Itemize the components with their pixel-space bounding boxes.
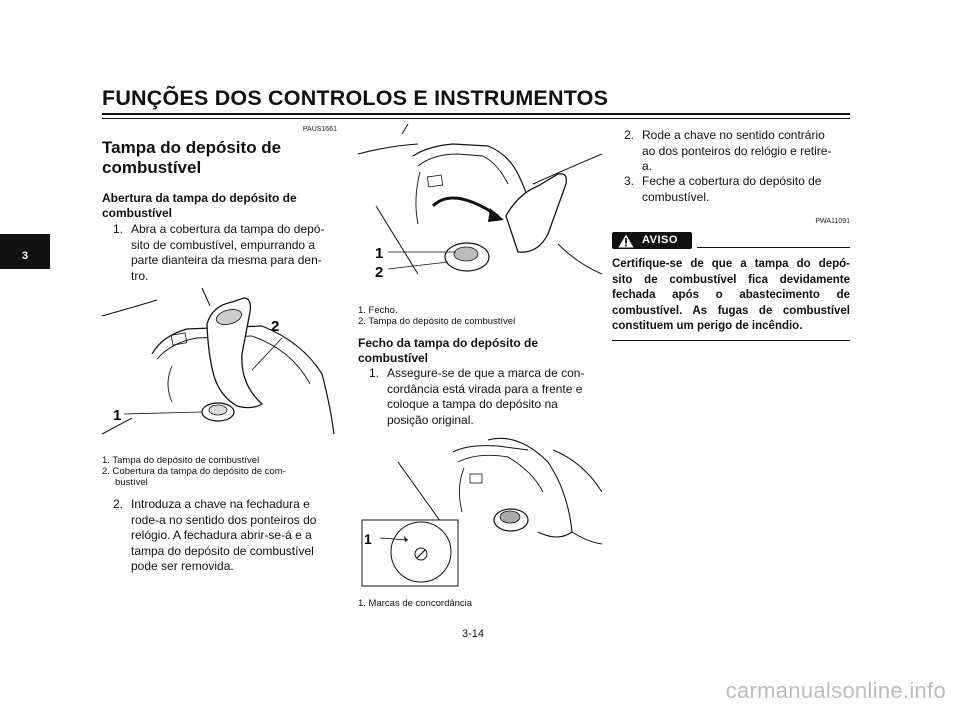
warning-line: Certifique-se de que a tampa do depó- — [612, 258, 850, 270]
figure-lock-and-cap — [358, 124, 602, 302]
subsection-title-line2: combustível — [358, 351, 429, 365]
step-line: tampa do depósito de combustível — [131, 543, 314, 558]
step-line: Introduza a chave na fechadura e — [131, 497, 310, 511]
warning-bottom-rule — [612, 340, 850, 341]
callout-label-2: 2 — [271, 318, 280, 335]
figure-line — [416, 172, 420, 224]
figure-caption-1: 1. Tampa do depósito de combustível — [102, 455, 260, 466]
warning-line: sito de combustível fica devidamente — [612, 273, 850, 286]
subsection-title-line1: Fecho da tampa do depósito de — [358, 336, 539, 350]
callout-label-1: 1 — [375, 245, 384, 262]
figure-line — [459, 468, 464, 512]
figure-line — [358, 144, 418, 154]
step-line: sito de combustível, empurrando a — [131, 237, 316, 252]
subsection-title-line1: Abertura da tampa do depósito de — [102, 191, 297, 205]
figure-detail — [470, 474, 482, 483]
step-line: posição original. — [387, 412, 474, 427]
warning-line: constituem um perigo de incêndio. — [612, 320, 803, 332]
step-text — [131, 222, 337, 284]
warning-label: AVISO — [642, 234, 678, 246]
step-line: ao dos ponteiros do relógio e retire- — [642, 143, 832, 158]
callout-label-1: 1 — [364, 531, 372, 547]
figure-caption-2: 2. Tampa do depósito de combustível — [358, 316, 516, 327]
callout-line-2 — [388, 262, 448, 269]
step-line: cordância está virada para a frente e — [387, 381, 583, 396]
figure-caption-2-cont: bustível — [115, 477, 148, 488]
step-number: 2. — [624, 128, 635, 142]
step-line: tro. — [131, 268, 149, 283]
step-1-open — [113, 222, 337, 286]
warning-line: combustível. As fugas de combustível — [612, 304, 850, 317]
step-number: 2. — [113, 497, 124, 511]
warning-text — [612, 257, 850, 335]
header-rule — [102, 113, 850, 115]
step-line: relógio. A fechadura abrir-se-á e a — [131, 528, 312, 542]
figure-alignment-marks — [358, 432, 602, 592]
figure-arrow — [433, 198, 498, 216]
warning-line: fechada após o abastecimento de — [612, 289, 850, 301]
figure-cover-open — [506, 174, 566, 252]
chapter-number: 3 — [21, 250, 29, 262]
step-1-close — [369, 366, 600, 430]
step-2-remove — [624, 128, 850, 176]
step-text — [642, 128, 850, 175]
step-3-close-cover — [624, 174, 850, 206]
figure-line — [418, 154, 508, 184]
page-number: 3-14 — [462, 628, 485, 640]
section-title-line2: combustível — [102, 158, 202, 177]
step-2-key — [113, 497, 337, 577]
warning-code: PWA11091 — [815, 218, 850, 225]
figure-detail — [427, 175, 442, 187]
warning-triangle-icon — [618, 234, 634, 248]
page-header-title: FUNÇÕES DOS CONTROLOS E INSTRUMENTOS — [102, 86, 609, 110]
step-number: 3. — [624, 174, 635, 188]
figure-lock — [500, 511, 520, 523]
step-text — [131, 497, 337, 575]
section-title-line1: Tampa do depósito de — [102, 138, 282, 157]
callout-label-1: 1 — [113, 407, 122, 424]
step-line: Rode a chave no sentido contrário — [642, 128, 825, 142]
subsection-title-line2: combustível — [102, 206, 173, 220]
figure-line — [533, 154, 602, 184]
step-line: Feche a cobertura do depósito de — [642, 174, 822, 188]
figure-line — [572, 532, 602, 544]
step-text — [642, 174, 850, 205]
watermark: carmanualsonline.info — [725, 678, 946, 703]
figure-line — [102, 300, 157, 316]
callout-label-2: 2 — [375, 264, 384, 281]
warning-top-rule — [697, 247, 850, 248]
step-line: Assegure-se de que a marca de con- — [387, 366, 585, 380]
step-line: rode-a no sentido dos ponteiros do — [131, 512, 317, 527]
step-number: 1. — [369, 366, 380, 380]
figure-fuel-cap-cover-open — [102, 284, 338, 444]
step-line: Abra a cobertura da tampa do depó- — [131, 222, 325, 236]
figure-cap-center — [209, 405, 227, 415]
figure-line — [453, 446, 528, 452]
step-line: combustível. — [642, 189, 710, 204]
figure-line — [168, 366, 172, 402]
figure-line — [558, 244, 602, 274]
step-line: a. — [642, 159, 653, 173]
step-text — [387, 366, 600, 428]
figure-caption-1: 1. Fecho. — [358, 305, 398, 316]
figure-line — [402, 124, 408, 134]
step-line: coloque a tampa do depósito na — [387, 397, 558, 411]
step-line: pode ser removida. — [131, 559, 234, 573]
callout-line-1 — [124, 412, 202, 414]
figure-line — [202, 288, 210, 306]
figure-lock — [454, 247, 478, 261]
step-number: 1. — [113, 222, 124, 236]
figure-caption-2: 2. Cobertura da tampa do depósito de com- — [102, 466, 286, 477]
figure-arrow-head — [488, 208, 504, 222]
header-rule-thin — [102, 118, 850, 119]
step-line: parte dianteira da mesma para den- — [131, 253, 322, 267]
section-code: PAUS1661 — [302, 126, 337, 133]
figure-caption-3: 1. Marcas de concordância — [358, 598, 473, 609]
